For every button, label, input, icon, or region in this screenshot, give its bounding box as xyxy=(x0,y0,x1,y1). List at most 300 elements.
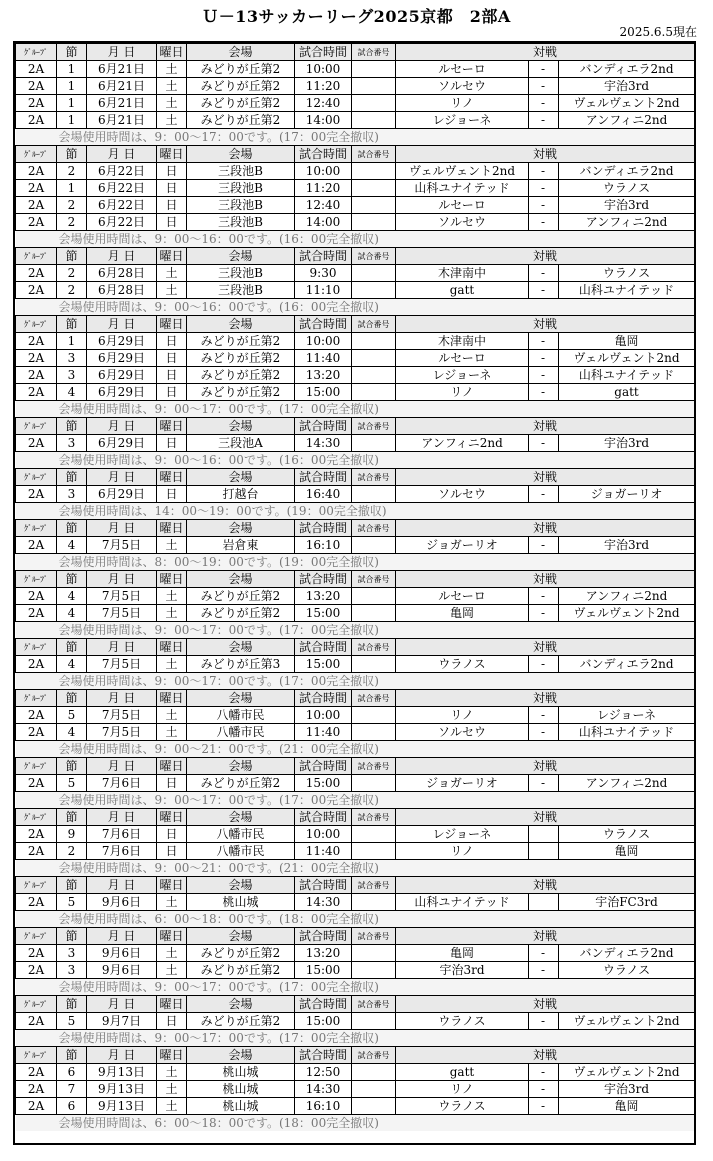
header-row xyxy=(16,639,695,656)
cell-num xyxy=(352,78,396,95)
cell-home: ヴェルヴェント2nd xyxy=(396,163,529,180)
cell-dow: 土 xyxy=(157,962,187,979)
header-venue: 会場 xyxy=(187,758,295,775)
cell-setsu: 4 xyxy=(57,724,87,741)
header-dow: 曜日 xyxy=(157,1047,187,1064)
cell-date: 6月21日 xyxy=(87,95,157,112)
match-row xyxy=(16,384,695,401)
cell-dow: 日 xyxy=(157,843,187,860)
header-date: 月 日 xyxy=(87,690,157,707)
cell-num xyxy=(352,537,396,554)
cell-setsu: 2 xyxy=(57,265,87,282)
cell-time: 13:20 xyxy=(295,588,352,605)
cell-num xyxy=(352,826,396,843)
venue-note-row xyxy=(16,1115,695,1132)
header-match-number: 試合番号 xyxy=(352,44,396,61)
cell-num xyxy=(352,197,396,214)
cell-venue: 桃山城 xyxy=(187,1098,295,1115)
match-row xyxy=(16,724,695,741)
header-dow: 曜日 xyxy=(157,248,187,265)
cell-time: 12:40 xyxy=(295,197,352,214)
header-match-number: 試合番号 xyxy=(352,809,396,826)
venue-note: 会場使用時間は、9：00～21：00です。(21：00完全撤収) xyxy=(16,860,695,877)
header-time: 試合時間 xyxy=(295,877,352,894)
header-setsu: 節 xyxy=(57,690,87,707)
cell-vs: - xyxy=(529,962,559,979)
cell-setsu: 4 xyxy=(57,605,87,622)
cell-away: gatt xyxy=(559,384,695,401)
header-match-number: 試合番号 xyxy=(352,520,396,537)
cell-home: 亀岡 xyxy=(396,605,529,622)
cell-venue: 八幡市民 xyxy=(187,707,295,724)
venue-note-row xyxy=(16,622,695,639)
cell-home: ソルセウ xyxy=(396,78,529,95)
header-time: 試合時間 xyxy=(295,758,352,775)
cell-time: 15:00 xyxy=(295,962,352,979)
header-match: 対戦 xyxy=(396,146,695,163)
venue-note-row xyxy=(16,129,695,146)
cell-away: ウラノス xyxy=(559,962,695,979)
cell-date: 7月5日 xyxy=(87,537,157,554)
cell-home: レジョーネ xyxy=(396,367,529,384)
cell-group: 2A xyxy=(16,775,57,792)
cell-dow: 土 xyxy=(157,78,187,95)
header-venue: 会場 xyxy=(187,44,295,61)
cell-setsu: 4 xyxy=(57,656,87,673)
cell-home: ルセーロ xyxy=(396,61,529,78)
cell-vs: - xyxy=(529,78,559,95)
header-dow: 曜日 xyxy=(157,146,187,163)
cell-num xyxy=(352,605,396,622)
venue-note-row xyxy=(16,792,695,809)
header-row xyxy=(16,146,695,163)
header-date: 月 日 xyxy=(87,758,157,775)
header-group: ｸﾞﾙｰﾌﾟ xyxy=(16,316,57,333)
cell-num xyxy=(352,265,396,282)
header-time: 試合時間 xyxy=(295,639,352,656)
cell-setsu: 1 xyxy=(57,78,87,95)
cell-setsu: 9 xyxy=(57,826,87,843)
match-row xyxy=(16,605,695,622)
cell-vs: - xyxy=(529,945,559,962)
cell-group: 2A xyxy=(16,894,57,911)
header-setsu: 節 xyxy=(57,639,87,656)
cell-dow: 日 xyxy=(157,214,187,231)
cell-vs: - xyxy=(529,163,559,180)
header-date: 月 日 xyxy=(87,639,157,656)
cell-away: 亀岡 xyxy=(559,333,695,350)
cell-time: 11:40 xyxy=(295,350,352,367)
cell-time: 10:00 xyxy=(295,333,352,350)
match-row xyxy=(16,945,695,962)
cell-time: 16:10 xyxy=(295,537,352,554)
cell-dow: 日 xyxy=(157,197,187,214)
cell-time: 12:40 xyxy=(295,95,352,112)
venue-note: 会場使用時間は、9：00～17：00です。(17：00完全撤収) xyxy=(16,622,695,639)
cell-time: 16:10 xyxy=(295,1098,352,1115)
venue-note: 会場使用時間は、9：00～17：00です。(17：00完全撤収) xyxy=(16,401,695,418)
cell-group: 2A xyxy=(16,61,57,78)
cell-group: 2A xyxy=(16,605,57,622)
cell-group: 2A xyxy=(16,350,57,367)
header-group: ｸﾞﾙｰﾌﾟ xyxy=(16,928,57,945)
cell-venue: みどりが丘第2 xyxy=(187,775,295,792)
header-group: ｸﾞﾙｰﾌﾟ xyxy=(16,146,57,163)
venue-note-row xyxy=(16,452,695,469)
cell-dow: 日 xyxy=(157,435,187,452)
match-row xyxy=(16,435,695,452)
cell-time: 15:00 xyxy=(295,384,352,401)
header-dow: 曜日 xyxy=(157,996,187,1013)
cell-dow: 土 xyxy=(157,537,187,554)
header-group: ｸﾞﾙｰﾌﾟ xyxy=(16,469,57,486)
cell-date: 7月6日 xyxy=(87,843,157,860)
cell-venue: 岩倉東 xyxy=(187,537,295,554)
cell-home: レジョーネ xyxy=(396,826,529,843)
cell-setsu: 1 xyxy=(57,333,87,350)
header-time: 試合時間 xyxy=(295,469,352,486)
header-time: 試合時間 xyxy=(295,520,352,537)
header-dow: 曜日 xyxy=(157,571,187,588)
venue-note: 会場使用時間は、9：00～16：00です。(16：00完全撤収) xyxy=(16,452,695,469)
cell-away: 宇治3rd xyxy=(559,537,695,554)
cell-away: バンディエラ2nd xyxy=(559,656,695,673)
cell-date: 9月6日 xyxy=(87,945,157,962)
cell-group: 2A xyxy=(16,282,57,299)
cell-vs: - xyxy=(529,197,559,214)
cell-group: 2A xyxy=(16,962,57,979)
cell-dow: 土 xyxy=(157,707,187,724)
match-row xyxy=(16,180,695,197)
venue-note: 会場使用時間は、9：00～17：00です。(17：00完全撤収) xyxy=(16,1030,695,1047)
cell-num xyxy=(352,333,396,350)
cell-setsu: 7 xyxy=(57,1081,87,1098)
match-row xyxy=(16,894,695,911)
cell-dow: 日 xyxy=(157,333,187,350)
cell-home: リノ xyxy=(396,1081,529,1098)
schedule-table xyxy=(15,43,695,1131)
header-venue: 会場 xyxy=(187,928,295,945)
cell-date: 6月22日 xyxy=(87,197,157,214)
cell-away: ウラノス xyxy=(559,265,695,282)
cell-venue: みどりが丘第2 xyxy=(187,112,295,129)
cell-group: 2A xyxy=(16,78,57,95)
venue-note-row xyxy=(16,503,695,520)
venue-note-row xyxy=(16,401,695,418)
cell-venue: みどりが丘第2 xyxy=(187,1013,295,1030)
cell-venue: 三段池B xyxy=(187,214,295,231)
match-row xyxy=(16,367,695,384)
header-time: 試合時間 xyxy=(295,44,352,61)
header-row xyxy=(16,469,695,486)
header-group: ｸﾞﾙｰﾌﾟ xyxy=(16,996,57,1013)
match-row xyxy=(16,282,695,299)
header-group: ｸﾞﾙｰﾌﾟ xyxy=(16,418,57,435)
header-date: 月 日 xyxy=(87,418,157,435)
cell-home: 木津南中 xyxy=(396,333,529,350)
header-venue: 会場 xyxy=(187,316,295,333)
cell-away: ヴェルヴェント2nd xyxy=(559,95,695,112)
cell-vs: - xyxy=(529,486,559,503)
cell-home: ジョガーリオ xyxy=(396,775,529,792)
cell-date: 6月22日 xyxy=(87,163,157,180)
header-time: 試合時間 xyxy=(295,571,352,588)
header-match: 対戦 xyxy=(396,418,695,435)
cell-group: 2A xyxy=(16,486,57,503)
venue-note: 会場使用時間は、9：00～17：00です。(17：00完全撤収) xyxy=(16,979,695,996)
header-date: 月 日 xyxy=(87,877,157,894)
cell-away: 山科ユナイテッド xyxy=(559,367,695,384)
cell-home: 山科ユナイテッド xyxy=(396,894,529,911)
cell-time: 15:00 xyxy=(295,775,352,792)
cell-num xyxy=(352,1098,396,1115)
venue-note: 会場使用時間は、14：00～19：00です。(19：00完全撤収) xyxy=(16,503,695,520)
venue-note: 会場使用時間は、9：00～17：00です。(17：00完全撤収) xyxy=(16,792,695,809)
cell-vs xyxy=(529,826,559,843)
match-row xyxy=(16,350,695,367)
header-row xyxy=(16,1047,695,1064)
cell-date: 6月29日 xyxy=(87,367,157,384)
match-row xyxy=(16,78,695,95)
cell-vs: - xyxy=(529,384,559,401)
header-group: ｸﾞﾙｰﾌﾟ xyxy=(16,758,57,775)
cell-away: 亀岡 xyxy=(559,843,695,860)
header-match-number: 試合番号 xyxy=(352,877,396,894)
header-time: 試合時間 xyxy=(295,928,352,945)
cell-away: ヴェルヴェント2nd xyxy=(559,1013,695,1030)
match-row xyxy=(16,486,695,503)
cell-num xyxy=(352,1081,396,1098)
match-row xyxy=(16,214,695,231)
cell-home: ウラノス xyxy=(396,1013,529,1030)
cell-home: ルセーロ xyxy=(396,197,529,214)
cell-dow: 日 xyxy=(157,775,187,792)
header-setsu: 節 xyxy=(57,571,87,588)
match-row xyxy=(16,197,695,214)
header-date: 月 日 xyxy=(87,146,157,163)
cell-time: 13:20 xyxy=(295,945,352,962)
cell-venue: 桃山城 xyxy=(187,1064,295,1081)
cell-home: 宇治3rd xyxy=(396,962,529,979)
header-row xyxy=(16,996,695,1013)
cell-group: 2A xyxy=(16,826,57,843)
cell-vs: - xyxy=(529,367,559,384)
cell-group: 2A xyxy=(16,435,57,452)
header-setsu: 節 xyxy=(57,146,87,163)
header-dow: 曜日 xyxy=(157,520,187,537)
header-group: ｸﾞﾙｰﾌﾟ xyxy=(16,1047,57,1064)
cell-venue: 打越台 xyxy=(187,486,295,503)
cell-away: ヴェルヴェント2nd xyxy=(559,605,695,622)
header-match-number: 試合番号 xyxy=(352,758,396,775)
cell-date: 6月29日 xyxy=(87,333,157,350)
cell-home: ウラノス xyxy=(396,1098,529,1115)
match-row xyxy=(16,265,695,282)
cell-home: レジョーネ xyxy=(396,112,529,129)
cell-group: 2A xyxy=(16,945,57,962)
header-setsu: 節 xyxy=(57,877,87,894)
cell-venue: 八幡市民 xyxy=(187,843,295,860)
header-match: 対戦 xyxy=(396,758,695,775)
cell-setsu: 1 xyxy=(57,61,87,78)
header-group: ｸﾞﾙｰﾌﾟ xyxy=(16,571,57,588)
cell-group: 2A xyxy=(16,1081,57,1098)
cell-setsu: 6 xyxy=(57,1098,87,1115)
cell-date: 6月21日 xyxy=(87,112,157,129)
cell-group: 2A xyxy=(16,214,57,231)
header-match-number: 試合番号 xyxy=(352,418,396,435)
header-dow: 曜日 xyxy=(157,639,187,656)
cell-num xyxy=(352,588,396,605)
cell-vs: - xyxy=(529,1098,559,1115)
match-row xyxy=(16,112,695,129)
header-venue: 会場 xyxy=(187,418,295,435)
cell-dow: 土 xyxy=(157,724,187,741)
cell-venue: みどりが丘第2 xyxy=(187,61,295,78)
cell-num xyxy=(352,61,396,78)
cell-group: 2A xyxy=(16,112,57,129)
cell-dow: 日 xyxy=(157,367,187,384)
header-date: 月 日 xyxy=(87,809,157,826)
header-match-number: 試合番号 xyxy=(352,690,396,707)
cell-group: 2A xyxy=(16,707,57,724)
cell-venue: みどりが丘第2 xyxy=(187,333,295,350)
cell-group: 2A xyxy=(16,180,57,197)
header-group: ｸﾞﾙｰﾌﾟ xyxy=(16,639,57,656)
cell-home: リノ xyxy=(396,384,529,401)
cell-date: 9月6日 xyxy=(87,894,157,911)
header-match: 対戦 xyxy=(396,1047,695,1064)
cell-home: リノ xyxy=(396,707,529,724)
cell-vs: - xyxy=(529,1064,559,1081)
cell-home: ルセーロ xyxy=(396,350,529,367)
cell-away: 宇治FC3rd xyxy=(559,894,695,911)
cell-dow: 土 xyxy=(157,1098,187,1115)
cell-num xyxy=(352,95,396,112)
cell-setsu: 4 xyxy=(57,537,87,554)
cell-time: 14:00 xyxy=(295,214,352,231)
header-group: ｸﾞﾙｰﾌﾟ xyxy=(16,248,57,265)
cell-time: 12:50 xyxy=(295,1064,352,1081)
header-row xyxy=(16,571,695,588)
cell-date: 7月5日 xyxy=(87,605,157,622)
header-time: 試合時間 xyxy=(295,418,352,435)
header-match: 対戦 xyxy=(396,639,695,656)
cell-venue: 三段池B xyxy=(187,282,295,299)
cell-away: ジョガーリオ xyxy=(559,486,695,503)
header-time: 試合時間 xyxy=(295,146,352,163)
cell-away: バンディエラ2nd xyxy=(559,163,695,180)
cell-away: アンフィニ2nd xyxy=(559,112,695,129)
header-setsu: 節 xyxy=(57,1047,87,1064)
header-row xyxy=(16,877,695,894)
header-venue: 会場 xyxy=(187,877,295,894)
page-title: Ｕ－13サッカーリーグ2025京都 2部A xyxy=(202,7,511,26)
cell-setsu: 2 xyxy=(57,214,87,231)
header-row xyxy=(16,809,695,826)
cell-setsu: 2 xyxy=(57,197,87,214)
cell-venue: 桃山城 xyxy=(187,894,295,911)
header-match: 対戦 xyxy=(396,877,695,894)
cell-vs: - xyxy=(529,61,559,78)
cell-group: 2A xyxy=(16,163,57,180)
cell-num xyxy=(352,843,396,860)
cell-num xyxy=(352,367,396,384)
cell-vs: - xyxy=(529,180,559,197)
match-row xyxy=(16,775,695,792)
cell-num xyxy=(352,384,396,401)
cell-away: 山科ユナイテッド xyxy=(559,724,695,741)
venue-note: 会場使用時間は、8：00～19：00です。(19：00完全撤収) xyxy=(16,554,695,571)
header-match: 対戦 xyxy=(396,520,695,537)
cell-num xyxy=(352,214,396,231)
cell-away: バンディエラ2nd xyxy=(559,945,695,962)
cell-vs: - xyxy=(529,1081,559,1098)
cell-away: ヴェルヴェント2nd xyxy=(559,350,695,367)
cell-vs: - xyxy=(529,588,559,605)
cell-num xyxy=(352,962,396,979)
header-venue: 会場 xyxy=(187,520,295,537)
cell-home: 山科ユナイテッド xyxy=(396,180,529,197)
header-row xyxy=(16,418,695,435)
cell-num xyxy=(352,945,396,962)
cell-date: 9月13日 xyxy=(87,1098,157,1115)
cell-away: アンフィニ2nd xyxy=(559,214,695,231)
header-date: 月 日 xyxy=(87,248,157,265)
venue-note: 会場使用時間は、9：00～16：00です。(16：00完全撤収) xyxy=(16,299,695,316)
header-group: ｸﾞﾙｰﾌﾟ xyxy=(16,44,57,61)
cell-dow: 土 xyxy=(157,588,187,605)
header-dow: 曜日 xyxy=(157,418,187,435)
header-group: ｸﾞﾙｰﾌﾟ xyxy=(16,520,57,537)
header-dow: 曜日 xyxy=(157,758,187,775)
header-dow: 曜日 xyxy=(157,877,187,894)
match-row xyxy=(16,656,695,673)
cell-venue: みどりが丘第2 xyxy=(187,588,295,605)
cell-vs: - xyxy=(529,537,559,554)
cell-group: 2A xyxy=(16,1013,57,1030)
match-row xyxy=(16,537,695,554)
match-row xyxy=(16,826,695,843)
cell-dow: 土 xyxy=(157,945,187,962)
cell-num xyxy=(352,435,396,452)
cell-setsu: 5 xyxy=(57,894,87,911)
header-match: 対戦 xyxy=(396,809,695,826)
header-venue: 会場 xyxy=(187,996,295,1013)
header-setsu: 節 xyxy=(57,996,87,1013)
cell-group: 2A xyxy=(16,1064,57,1081)
header-setsu: 節 xyxy=(57,316,87,333)
header-match-number: 試合番号 xyxy=(352,639,396,656)
cell-setsu: 5 xyxy=(57,707,87,724)
cell-time: 14:00 xyxy=(295,112,352,129)
cell-time: 11:40 xyxy=(295,843,352,860)
match-row xyxy=(16,843,695,860)
cell-dow: 日 xyxy=(157,384,187,401)
cell-date: 7月6日 xyxy=(87,826,157,843)
cell-date: 6月22日 xyxy=(87,180,157,197)
cell-time: 11:10 xyxy=(295,282,352,299)
header-row xyxy=(16,690,695,707)
cell-time: 13:20 xyxy=(295,367,352,384)
header-setsu: 節 xyxy=(57,248,87,265)
cell-vs: - xyxy=(529,707,559,724)
cell-num xyxy=(352,775,396,792)
cell-dow: 日 xyxy=(157,163,187,180)
cell-time: 10:00 xyxy=(295,163,352,180)
header-date: 月 日 xyxy=(87,469,157,486)
cell-vs: - xyxy=(529,435,559,452)
